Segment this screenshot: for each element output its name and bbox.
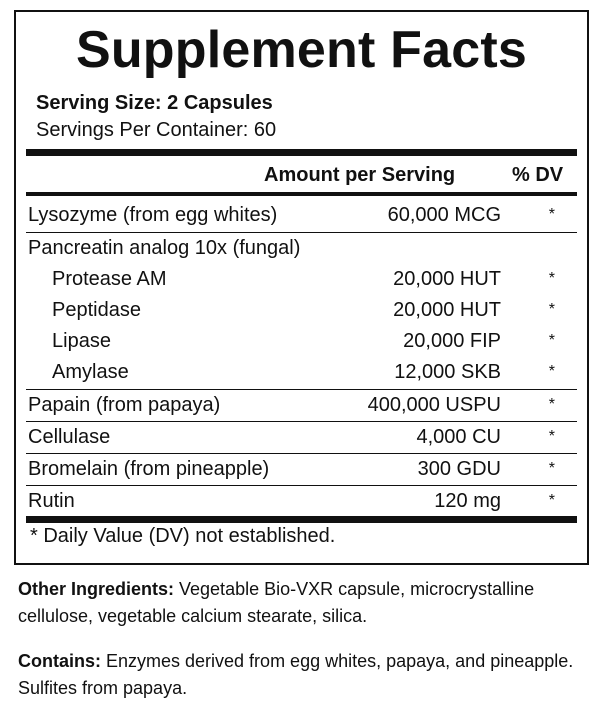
nutrient-dv: * bbox=[548, 301, 555, 318]
servings-per-container: Servings Per Container: 60 bbox=[36, 119, 277, 141]
nutrient-amount: 20,000 FIP bbox=[403, 330, 501, 352]
other-ingredients bbox=[18, 576, 594, 630]
nutrient-dv: * bbox=[548, 460, 555, 477]
nutrient-name: Protease AM bbox=[52, 268, 167, 290]
nutrient-amount: 120 mg bbox=[434, 490, 501, 512]
nutrient-row bbox=[26, 454, 577, 485]
nutrient-row bbox=[26, 295, 577, 326]
supplement-facts-panel bbox=[14, 10, 589, 565]
header-percent-dv: % DV bbox=[512, 164, 564, 186]
nutrient-name: Amylase bbox=[52, 361, 129, 383]
nutrient-name: Bromelain (from pineapple) bbox=[28, 458, 270, 480]
other-ingredients-text: Vegetable Bio-VXR capsule, microcrystalline cellulose, vegetable calcium stearate, silica. bbox=[18, 579, 535, 626]
nutrient-name: Pancreatin analog 10x (fungal) bbox=[28, 237, 301, 259]
header-amount-per-serving: Amount per Serving bbox=[264, 164, 456, 186]
nutrient-row bbox=[26, 233, 577, 264]
nutrient-amount: 20,000 HUT bbox=[393, 268, 501, 290]
nutrient-name: Lipase bbox=[52, 330, 111, 352]
nutrient-row bbox=[26, 422, 577, 453]
divider-thick-bottom bbox=[26, 516, 577, 523]
nutrient-row bbox=[26, 357, 577, 388]
nutrient-amount: 4,000 CU bbox=[416, 426, 501, 448]
nutrient-row bbox=[26, 326, 577, 357]
contains-label: Contains: bbox=[18, 651, 101, 671]
nutrient-row bbox=[26, 264, 577, 295]
contains-statement bbox=[18, 648, 594, 702]
contains-text: Enzymes derived from egg whites, papaya, and pineapple. Sulfites from papaya. bbox=[18, 651, 589, 698]
nutrient-row bbox=[26, 486, 577, 517]
other-ingredients-label: Other Ingredients: bbox=[18, 579, 175, 599]
nutrient-row bbox=[26, 200, 577, 231]
nutrient-row bbox=[26, 390, 577, 421]
nutrient-name: Lysozyme (from egg whites) bbox=[28, 204, 278, 226]
nutrient-amount: 12,000 SKB bbox=[394, 361, 501, 383]
nutrient-name: Cellulase bbox=[28, 426, 111, 448]
nutrient-dv: * bbox=[548, 396, 555, 413]
nutrient-dv: * bbox=[548, 492, 555, 509]
nutrient-dv: * bbox=[548, 206, 555, 223]
nutrient-dv: * bbox=[548, 428, 555, 445]
serving-size: Serving Size: 2 Capsules bbox=[36, 92, 273, 114]
nutrient-amount: 400,000 USPU bbox=[367, 394, 501, 416]
nutrient-dv: * bbox=[548, 332, 555, 349]
dv-footnote: * Daily Value (DV) not established. bbox=[30, 525, 336, 547]
divider-header bbox=[26, 192, 577, 196]
nutrient-amount: 60,000 MCG bbox=[387, 204, 501, 226]
nutrient-amount: 20,000 HUT bbox=[393, 299, 501, 321]
nutrient-name: Papain (from papaya) bbox=[28, 394, 221, 416]
panel-title: Supplement Facts bbox=[75, 21, 528, 79]
nutrient-amount: 300 GDU bbox=[417, 458, 501, 480]
divider-thick bbox=[26, 149, 577, 156]
nutrient-name: Peptidase bbox=[52, 299, 141, 321]
nutrient-dv: * bbox=[548, 363, 555, 380]
nutrient-dv: * bbox=[548, 270, 555, 287]
nutrient-name: Rutin bbox=[28, 490, 75, 512]
